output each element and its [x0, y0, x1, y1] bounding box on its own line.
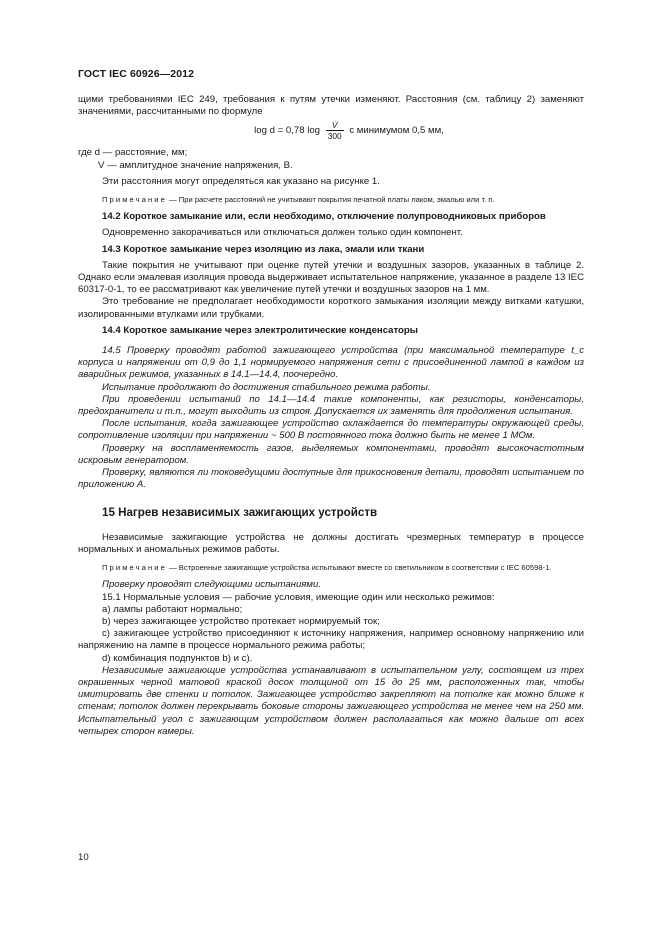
- note-text: — Встроенные зажигающие устройства испытывают вместе со светильником в соответствии с IEC 60598-1.: [169, 563, 552, 573]
- section-14-3-title: 14.3 Короткое замыкание через изоляцию из лака, эмали или ткани: [102, 243, 425, 255]
- page-number: 10: [78, 852, 89, 863]
- section-15-p1: Независимые зажигающие устройства не должны достигать чрезмерных температур в процессе нормальных и аномальных режимов работы.: [78, 531, 584, 555]
- definition-text: амплитудное значение напряжения, В.: [119, 159, 293, 171]
- section-14-5-p3: При проведении испытаний по 14.1—14.4 такие компоненты, как резисторы, конденсаторы, предохранители и т.п., могут выходить из строя. Допускается их заменять для продолжения испытания.: [78, 393, 584, 418]
- section-14-5-p4: После испытания, когда зажигающее устройство охлаждается до температуры окружающей среды, сопротивление изоляции при напряжении ~ 500 В постоянного тока должно быть не менее 1 МОм.: [78, 418, 584, 442]
- list-item: d) комбинация подпунктов b) и c).: [102, 652, 253, 664]
- formula-left: log d = 0,78 log: [254, 125, 321, 137]
- note-2: [78, 563, 584, 573]
- note-label: Примечание: [102, 195, 167, 205]
- list-item: а) лампы работают нормально;: [102, 603, 243, 615]
- note-1: [78, 195, 584, 205]
- definition-v: [78, 160, 584, 172]
- page-content: [78, 94, 584, 738]
- definition-symbol: V —: [98, 159, 117, 171]
- section-14-5-p2: Испытание продолжают до достижения стабильного режима работы.: [102, 381, 431, 393]
- definition-symbol: где d —: [78, 147, 113, 159]
- section-14-2-text: Одновременно закорачиваться или отключаться должен только один компонент.: [102, 227, 463, 239]
- section-15-p3: 15.1 Нормальные условия — рабочие условия, имеющие один или несколько режимов:: [102, 591, 495, 603]
- section-14-5-p1: 14.5 Проверку проводят работой зажигающего устройства (при максимальной температуре t_c корпуса и напряжении от 0,9 до 1,1 нормируемого напряжения сети с присоединенной лампой в каждом из аварийных режимов, указанных в 14.1—14.4, поочередно.: [78, 345, 584, 381]
- list-item: b) через зажигающее устройство протекает нормируемый ток;: [102, 615, 380, 627]
- section-14-2-title: 14.2 Короткое замыкание или, если необходимо, отключение полупроводниковых приборов: [102, 211, 546, 223]
- formula-denominator: 300: [327, 131, 342, 142]
- list-item: c) зажигающее устройство присоединяют к источнику напряжения, например основному напряжению или напряжению на лампе в процессе нормального режима работы;: [78, 628, 584, 652]
- note-text: — При расчете расстояний не учитывают покрытия печатной платы лаком, эмалью или т. п.: [169, 195, 495, 205]
- distance-formula: [96, 120, 602, 141]
- section-15-title: 15 Нагрев независимых зажигающих устройств: [102, 506, 378, 520]
- section-14-4-title: 14.4 Короткое замыкание через электролитические конденсаторы: [102, 324, 418, 336]
- figure-reference: Эти расстояния могут определяться как указано на рисунке 1.: [102, 175, 380, 187]
- note-label: Примечание: [102, 563, 167, 573]
- definition-d: [78, 147, 584, 159]
- definition-text: расстояние, мм;: [114, 147, 188, 159]
- section-15-p4: Независимые зажигающие устройства устанавливают в испытательном углу, состоящем из трех окрашенных черной матовой краской досок толщиной от 15 до 25 мм, расположенных так, чтобы имитировать две стенки и потолок. Зажигающее устройство закрепляют на потолке как можно ближе к стенам; потолок должен перекрывать боковые стороны зажигающего устройства не менее чем на 250 мм. Испытательный угол с зажигающим устройством должен располагаться как можно дальше от всех четырех сторон камеры.: [78, 664, 584, 737]
- section-14-5-p6: Проверку, являются ли токоведущими доступные для прикосновения детали, проводят испытанием по приложению А.: [78, 467, 584, 491]
- section-14-5-p5: Проверку на воспламеняемость газов, выделяемых компонентами, проводят высокочастотным искровым генератором.: [78, 442, 584, 466]
- section-15-p2: Проверку проводят следующими испытаниями.: [102, 579, 321, 591]
- document-header: ГОСТ IEC 60926—2012: [78, 68, 195, 80]
- intro-paragraph: щими требованиями IEC 249, требования к путям утечки изменяют. Расстояния (см. таблицу 2) заменяют значениями, рассчитанными по формуле: [78, 94, 584, 118]
- formula-definitions: [78, 147, 584, 171]
- section-14-3-p1: Такие покрытия не учитывают при оценке путей утечки и воздушных зазоров, указанных в таблице 2. Однако если эмалевая изоляция провода выдерживает испытательное напряжение, указанное в разделе 13 IEC 60317-0-1, то ее рассматривают как увеличение путей утечки и воздушных зазоров на 1 мм.: [78, 259, 584, 296]
- formula-numerator: V̇: [326, 120, 344, 131]
- formula-fraction: [326, 120, 344, 141]
- formula-right: с минимумом 0,5 мм,: [349, 125, 444, 137]
- section-14-3-p2: Это требование не предполагает необходимости короткого замыкания изоляции между витками катушки, изолированными втулками или трубками.: [78, 296, 584, 320]
